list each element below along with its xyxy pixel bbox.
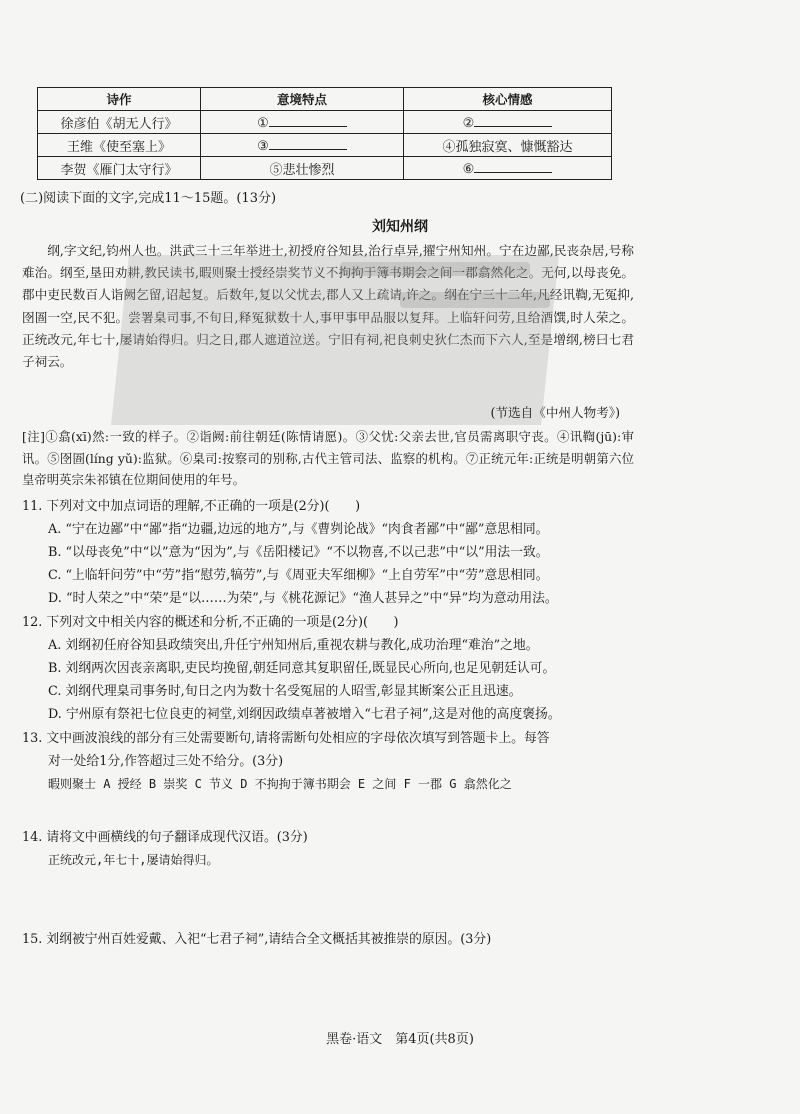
option-b[interactable]: B. “以母丧免”中“以”意为“因为”,与《岳阳楼记》“不以物喜,不以己悲”中“以”用法一致。 xyxy=(48,545,549,560)
table-row xyxy=(38,111,612,134)
option-c[interactable]: C. 刘纲代理臬司事务时,旬日之内为数十名受冤屈的人昭雪,彰显其断案公正且迅速。 xyxy=(48,684,522,699)
scan-smudge xyxy=(340,262,530,276)
passage-title: 刘知州纲 xyxy=(372,219,428,235)
poem-table xyxy=(37,87,612,180)
passage-source: (节选自《中州人物考》) xyxy=(490,405,620,420)
watermark xyxy=(111,255,559,425)
section-intro: (二)阅读下面的文字,完成11～15题。(13分) xyxy=(20,191,277,206)
header-emotion: 核心情感 xyxy=(404,88,612,111)
table-cell-poem: 李贺《雁门太守行》 xyxy=(38,157,201,180)
question-stem-continued: 对一处给1分,作答超过三处不给分。(3分) xyxy=(48,754,284,769)
answer-blank[interactable] xyxy=(269,137,347,150)
passage-text: 纲,字文纪,钧州人也。洪武三十三年举进士,初授府谷知县,治行卓异,擢宁州知州。宁在边鄙,民丧杂居,号称难治。纲至,垦田劝耕,教民读书,暇则聚士授经崇奖节义不拘拘于簿书期会之间一郡翕然化之。无何,以母丧免。郡中吏民数百人诣阙乞留,诏起复。后数年,复以父忧去,郡人又上疏请,许之。纲在宁三十二年,凡经讯鞫,无冤抑,囹圄一空,民不犯。尝署臬司事,不旬日,释冤狱数十人,事甲事甲品服以复拜。上临轩问劳,且给酒馔,时人荣之。正统改元,年七十,屡请始得归。归之日,郡人遮道泣送。宁旧有祠,祀良刺史狄仁杰而下六人,至是增纲,榜曰七君子祠云。 xyxy=(22,243,634,370)
answer-blank[interactable] xyxy=(269,114,347,127)
question-stem: 11. 下列对文中加点词语的理解,不正确的一项是(2分)( ) xyxy=(22,499,361,514)
question-15 xyxy=(22,928,642,951)
question-11 xyxy=(22,495,642,610)
table-cell-feature: ① xyxy=(201,111,404,134)
table-row xyxy=(38,134,612,157)
question-stem: 15. 刘纲被宁州百姓爱戴、入祀“七君子祠”,请结合全文概括其被推崇的原因。(3分) xyxy=(22,932,492,947)
passage-notes: [注]①翕(xī)然:一致的样子。②诣阙:前往朝廷(陈情请愿)。③父忧:父亲去世,官员需离职守丧。④讯鞫(jū):审讯。⑤囹圄(líng yǔ):监狱。⑥臬司:按察司的别称,古代主管司法、监察的机构。⑦正统元年:正统是明朝第六位皇帝明英宗朱祁镇在位期间使用的年号。 xyxy=(22,429,634,488)
table-cell-poem: 徐彦伯《胡无人行》 xyxy=(38,111,201,134)
question-text: 正统改元,年七十,屡请始得归。 xyxy=(48,853,219,867)
page-footer: 黑卷·语文 第4页(共8页) xyxy=(326,1032,474,1047)
table-cell-emotion: ② xyxy=(404,111,612,134)
question-stem: 12. 下列对文中相关内容的概述和分析,不正确的一项是(2分)( ) xyxy=(22,615,399,630)
table-cell-feature: ③ xyxy=(201,134,404,157)
question-12 xyxy=(22,611,642,726)
header-feature: 意境特点 xyxy=(201,88,404,111)
table-header-row xyxy=(38,88,612,111)
table-cell-feature: ⑤悲壮惨烈 xyxy=(201,157,404,180)
option-d[interactable]: D. “时人荣之”中“荣”是“以……为荣”,与《桃花源记》“渔人甚异之”中“异”均为意动用法。 xyxy=(48,591,558,606)
option-c[interactable]: C. “上临轩问劳”中“劳”指“慰劳,犒劳”,与《周亚夫军细柳》“上自劳军”中“劳”意思相同。 xyxy=(48,568,549,583)
scan-smudge xyxy=(400,292,550,308)
table-cell-poem: 王维《使至塞上》 xyxy=(38,134,201,157)
answer-blank[interactable] xyxy=(474,160,552,173)
table-cell-emotion: ⑥ xyxy=(404,157,612,180)
option-d[interactable]: D. 宁州原有祭祀七位良吏的祠堂,刘纲因政绩卓著被增入“七君子祠”,这是对他的高度褒扬。 xyxy=(48,707,561,722)
question-text: 暇则聚士 A 授经 B 崇奖 C 节义 D 不拘拘于簿书期会 E 之间 F 一郡 G 翕然化之 xyxy=(48,777,512,791)
table-cell-emotion: ④孤独寂寞、慷慨豁达 xyxy=(404,134,612,157)
table-row xyxy=(38,157,612,180)
question-stem: 14. 请将文中画横线的句子翻译成现代汉语。(3分) xyxy=(22,830,308,845)
question-14 xyxy=(22,826,642,872)
question-stem: 13. 文中画波浪线的部分有三处需要断句,请将需断句处相应的字母依次填写到答题卡上。每答 xyxy=(22,731,550,746)
header-poem: 诗作 xyxy=(38,88,201,111)
option-a[interactable]: A. 刘纲初任府谷知县政绩突出,升任宁州知州后,重视农耕与教化,成功治理“难治”之地。 xyxy=(48,638,539,653)
option-b[interactable]: B. 刘纲两次因丧亲离职,吏民均挽留,朝廷同意其复职留任,既显民心所向,也足见朝廷认可。 xyxy=(48,661,556,676)
option-a[interactable]: A. “宁在边鄙”中“鄙”指“边疆,边远的地方”,与《曹刿论战》“肉食者鄙”中“鄙”意思相同。 xyxy=(48,522,549,537)
question-13 xyxy=(22,727,642,796)
answer-blank[interactable] xyxy=(474,114,552,127)
